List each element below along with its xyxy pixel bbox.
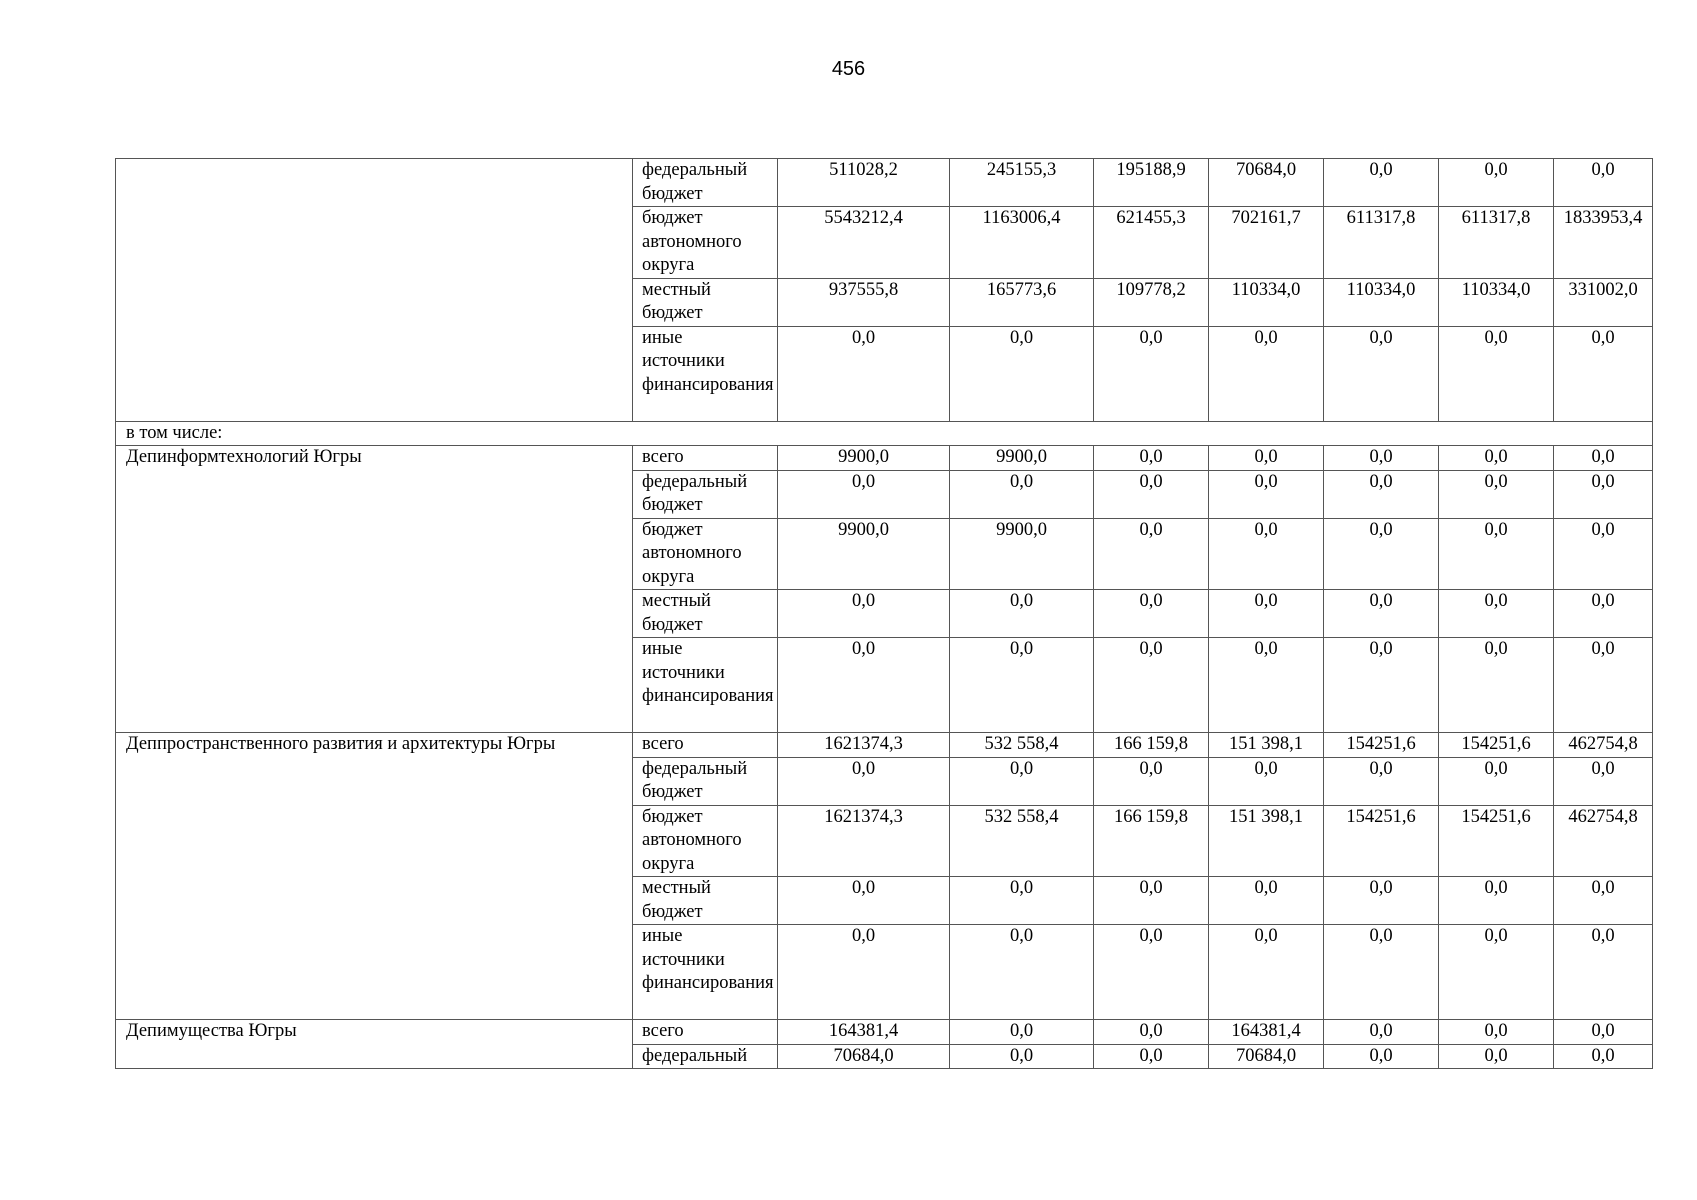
value-cell: 70684,0 bbox=[1209, 1044, 1324, 1069]
value-cell: 70684,0 bbox=[1209, 159, 1324, 207]
value-cell: 0,0 bbox=[950, 877, 1094, 925]
value-cell: 0,0 bbox=[778, 877, 950, 925]
funding-source-cell: всего bbox=[633, 1020, 778, 1045]
value-cell: 0,0 bbox=[1439, 877, 1554, 925]
value-cell: 110334,0 bbox=[1439, 278, 1554, 326]
value-cell: 1163006,4 bbox=[950, 207, 1094, 279]
value-cell: 0,0 bbox=[1439, 470, 1554, 518]
value-cell: 0,0 bbox=[1439, 446, 1554, 471]
funding-source-cell: федеральный бюджет bbox=[633, 757, 778, 805]
value-cell: 611317,8 bbox=[1324, 207, 1439, 279]
value-cell: 0,0 bbox=[778, 638, 950, 733]
value-cell: 0,0 bbox=[1094, 326, 1209, 421]
value-cell: 937555,8 bbox=[778, 278, 950, 326]
funding-source-cell: бюджет автономного округа bbox=[633, 518, 778, 590]
funding-table bbox=[115, 158, 1653, 1069]
funding-source-cell: местный бюджет bbox=[633, 877, 778, 925]
value-cell: 532 558,4 bbox=[950, 805, 1094, 877]
value-cell: 0,0 bbox=[1554, 757, 1653, 805]
value-cell: 611317,8 bbox=[1439, 207, 1554, 279]
value-cell: 154251,6 bbox=[1324, 733, 1439, 758]
value-cell: 1621374,3 bbox=[778, 805, 950, 877]
value-cell: 0,0 bbox=[950, 326, 1094, 421]
value-cell: 0,0 bbox=[1094, 1044, 1209, 1069]
funding-source-cell: федеральный bbox=[633, 1044, 778, 1069]
subtitle-cell: в том числе: bbox=[116, 421, 1653, 446]
table-row bbox=[116, 446, 1653, 471]
department-name-cell: Деппространственного развития и архитектуры Югры bbox=[116, 733, 633, 1020]
value-cell: 0,0 bbox=[1439, 925, 1554, 1020]
value-cell: 0,0 bbox=[1324, 470, 1439, 518]
table-body bbox=[116, 159, 1653, 1069]
value-cell: 195188,9 bbox=[1094, 159, 1209, 207]
department-name-cell: Депинформтехнологий Югры bbox=[116, 446, 633, 733]
value-cell: 0,0 bbox=[1094, 1020, 1209, 1045]
value-cell: 0,0 bbox=[1439, 638, 1554, 733]
value-cell: 0,0 bbox=[1439, 757, 1554, 805]
value-cell: 0,0 bbox=[1554, 1020, 1653, 1045]
value-cell: 9900,0 bbox=[950, 518, 1094, 590]
value-cell: 166 159,8 bbox=[1094, 733, 1209, 758]
value-cell: 0,0 bbox=[1554, 470, 1653, 518]
funding-source-cell: иные источники финансирования bbox=[633, 925, 778, 1020]
funding-source-cell: федеральный бюджет bbox=[633, 470, 778, 518]
value-cell: 702161,7 bbox=[1209, 207, 1324, 279]
funding-source-cell: бюджет автономного округа bbox=[633, 207, 778, 279]
value-cell: 0,0 bbox=[950, 638, 1094, 733]
value-cell: 0,0 bbox=[1094, 446, 1209, 471]
table-row bbox=[116, 733, 1653, 758]
value-cell: 0,0 bbox=[1324, 159, 1439, 207]
value-cell: 0,0 bbox=[1094, 877, 1209, 925]
value-cell: 0,0 bbox=[950, 1044, 1094, 1069]
value-cell: 9900,0 bbox=[778, 446, 950, 471]
value-cell: 9900,0 bbox=[778, 518, 950, 590]
value-cell: 0,0 bbox=[1209, 518, 1324, 590]
value-cell: 154251,6 bbox=[1439, 805, 1554, 877]
value-cell: 164381,4 bbox=[778, 1020, 950, 1045]
value-cell: 1833953,4 bbox=[1554, 207, 1653, 279]
value-cell: 0,0 bbox=[1554, 925, 1653, 1020]
value-cell: 0,0 bbox=[1209, 590, 1324, 638]
value-cell: 0,0 bbox=[1209, 326, 1324, 421]
value-cell: 0,0 bbox=[1209, 757, 1324, 805]
value-cell: 0,0 bbox=[1324, 590, 1439, 638]
funding-source-cell: местный бюджет bbox=[633, 590, 778, 638]
value-cell: 0,0 bbox=[1324, 518, 1439, 590]
value-cell: 0,0 bbox=[1324, 757, 1439, 805]
value-cell: 0,0 bbox=[1439, 326, 1554, 421]
value-cell: 462754,8 bbox=[1554, 805, 1653, 877]
value-cell: 110334,0 bbox=[1324, 278, 1439, 326]
value-cell: 9900,0 bbox=[950, 446, 1094, 471]
value-cell: 0,0 bbox=[1554, 1044, 1653, 1069]
value-cell: 166 159,8 bbox=[1094, 805, 1209, 877]
value-cell: 0,0 bbox=[1094, 470, 1209, 518]
value-cell: 0,0 bbox=[1554, 877, 1653, 925]
value-cell: 0,0 bbox=[1094, 638, 1209, 733]
value-cell: 0,0 bbox=[1324, 1020, 1439, 1045]
value-cell: 0,0 bbox=[1209, 446, 1324, 471]
value-cell: 110334,0 bbox=[1209, 278, 1324, 326]
value-cell: 511028,2 bbox=[778, 159, 950, 207]
value-cell: 532 558,4 bbox=[950, 733, 1094, 758]
value-cell: 109778,2 bbox=[1094, 278, 1209, 326]
value-cell: 154251,6 bbox=[1324, 805, 1439, 877]
value-cell: 0,0 bbox=[1324, 1044, 1439, 1069]
value-cell: 0,0 bbox=[1094, 590, 1209, 638]
value-cell: 462754,8 bbox=[1554, 733, 1653, 758]
subtitle-row bbox=[116, 421, 1653, 446]
value-cell: 0,0 bbox=[1439, 159, 1554, 207]
funding-source-cell: местный бюджет bbox=[633, 278, 778, 326]
value-cell: 5543212,4 bbox=[778, 207, 950, 279]
value-cell: 0,0 bbox=[950, 925, 1094, 1020]
value-cell: 0,0 bbox=[950, 757, 1094, 805]
value-cell: 0,0 bbox=[1324, 326, 1439, 421]
funding-source-cell: всего bbox=[633, 446, 778, 471]
value-cell: 70684,0 bbox=[778, 1044, 950, 1069]
value-cell: 0,0 bbox=[1094, 757, 1209, 805]
funding-source-cell: бюджет автономного округа bbox=[633, 805, 778, 877]
program-name-cell bbox=[116, 159, 633, 422]
value-cell: 0,0 bbox=[1439, 1020, 1554, 1045]
value-cell: 0,0 bbox=[778, 590, 950, 638]
value-cell: 0,0 bbox=[1209, 470, 1324, 518]
page-number: 456 bbox=[831, 58, 866, 80]
value-cell: 154251,6 bbox=[1439, 733, 1554, 758]
value-cell: 245155,3 bbox=[950, 159, 1094, 207]
funding-source-cell: всего bbox=[633, 733, 778, 758]
value-cell: 621455,3 bbox=[1094, 207, 1209, 279]
value-cell: 0,0 bbox=[778, 757, 950, 805]
value-cell: 0,0 bbox=[1439, 1044, 1554, 1069]
value-cell: 0,0 bbox=[1439, 590, 1554, 638]
value-cell: 1621374,3 bbox=[778, 733, 950, 758]
value-cell: 0,0 bbox=[778, 326, 950, 421]
value-cell: 0,0 bbox=[1554, 446, 1653, 471]
value-cell: 0,0 bbox=[1554, 159, 1653, 207]
funding-source-cell: иные источники финансирования bbox=[633, 638, 778, 733]
funding-source-cell: иные источники финансирования bbox=[633, 326, 778, 421]
value-cell: 0,0 bbox=[1554, 590, 1653, 638]
value-cell: 0,0 bbox=[1094, 925, 1209, 1020]
value-cell: 0,0 bbox=[1554, 638, 1653, 733]
value-cell: 0,0 bbox=[1554, 326, 1653, 421]
funding-source-cell: федеральный бюджет bbox=[633, 159, 778, 207]
value-cell: 0,0 bbox=[1209, 638, 1324, 733]
value-cell: 0,0 bbox=[1324, 877, 1439, 925]
table-row bbox=[116, 159, 1653, 207]
value-cell: 0,0 bbox=[950, 470, 1094, 518]
value-cell: 151 398,1 bbox=[1209, 733, 1324, 758]
value-cell: 0,0 bbox=[1554, 518, 1653, 590]
value-cell: 0,0 bbox=[1209, 925, 1324, 1020]
value-cell: 0,0 bbox=[1439, 518, 1554, 590]
value-cell: 0,0 bbox=[1324, 638, 1439, 733]
value-cell: 0,0 bbox=[1324, 446, 1439, 471]
value-cell: 165773,6 bbox=[950, 278, 1094, 326]
value-cell: 0,0 bbox=[778, 470, 950, 518]
value-cell: 0,0 bbox=[950, 590, 1094, 638]
value-cell: 0,0 bbox=[950, 1020, 1094, 1045]
value-cell: 0,0 bbox=[778, 925, 950, 1020]
value-cell: 331002,0 bbox=[1554, 278, 1653, 326]
table-row bbox=[116, 1020, 1653, 1045]
department-name-cell: Депимущества Югры bbox=[116, 1020, 633, 1069]
value-cell: 0,0 bbox=[1209, 877, 1324, 925]
value-cell: 164381,4 bbox=[1209, 1020, 1324, 1045]
value-cell: 0,0 bbox=[1324, 925, 1439, 1020]
value-cell: 151 398,1 bbox=[1209, 805, 1324, 877]
value-cell: 0,0 bbox=[1094, 518, 1209, 590]
